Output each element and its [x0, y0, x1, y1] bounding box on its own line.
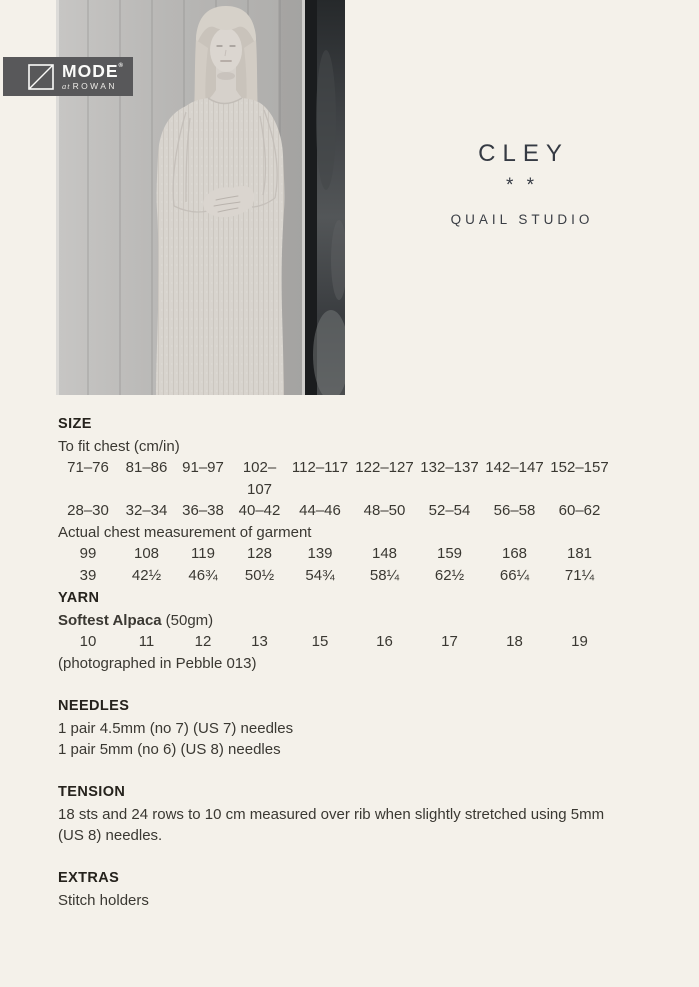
table-cell: 39 [79, 566, 97, 584]
tension-heading: TENSION [58, 784, 126, 800]
size-heading: SIZE [58, 416, 92, 432]
needles-line: 1 pair 4.5mm (no 7) (US 7) needles [58, 719, 294, 737]
table-cell: 18 [506, 633, 523, 650]
table-cell: 42½ [131, 566, 162, 584]
mode-logo-icon [28, 64, 54, 90]
extras-heading: EXTRAS [58, 870, 120, 886]
registered-mark: ® [118, 62, 123, 69]
table-cell: 36–38 [182, 502, 224, 519]
yarn-name-line [58, 610, 646, 632]
actual-chest-cm-row [58, 543, 612, 565]
pattern-header [398, 141, 642, 229]
table-cell: 108 [133, 545, 160, 562]
table-cell: 44–46 [299, 502, 341, 519]
table-cell: 60–62 [558, 502, 601, 519]
mode-logo-text [62, 60, 123, 91]
fit-chest-cm-row [58, 457, 612, 500]
table-cell: 181 [566, 545, 593, 562]
yarn-section [58, 588, 646, 674]
table-cell: 17 [441, 633, 458, 650]
table-cell: 62½ [434, 566, 465, 584]
table-cell: 128 [246, 545, 273, 562]
yarn-quantities-row [58, 631, 612, 653]
table-cell: 81–86 [125, 459, 168, 476]
needles-heading: NEEDLES [58, 698, 130, 714]
fit-chest-label: To fit chest (cm/in) [58, 437, 180, 455]
yarn-heading: YARN [58, 590, 100, 606]
table-cell: 46¾ [188, 566, 218, 584]
actual-chest-label: Actual chest measurement of garment [58, 523, 312, 541]
designer-name: QUAIL STUDIO [450, 212, 594, 227]
table-cell: 148 [371, 545, 398, 562]
table-cell: 91–97 [182, 459, 224, 476]
table-cell: 10 [79, 633, 97, 650]
table-cell: 142–147 [485, 459, 544, 476]
table-cell: 159 [436, 545, 463, 562]
mode-rowan-logo [3, 57, 133, 96]
pattern-title: CLEY [478, 140, 569, 167]
yarn-name: Softest Alpaca [58, 611, 162, 629]
table-cell: 48–50 [363, 502, 406, 519]
tension-line: (US 8) needles. [58, 827, 163, 844]
extras-text: Stitch holders [58, 891, 149, 909]
table-cell: 58¼ [369, 566, 400, 584]
table-cell: 54¾ [305, 566, 335, 584]
table-cell: 40–42 [238, 502, 281, 519]
size-section [58, 414, 646, 586]
table-cell: 152–157 [550, 459, 609, 476]
needles-section [58, 696, 646, 761]
needles-line: 1 pair 5mm (no 6) (US 8) needles [58, 741, 281, 758]
fit-chest-in-row [58, 500, 612, 522]
brand-subtitle: at ROWAN [62, 81, 117, 91]
difficulty-stars: * * [505, 175, 535, 196]
table-cell: 66¼ [499, 566, 530, 584]
table-cell: 15 [311, 633, 329, 650]
tension-section [58, 782, 648, 847]
table-cell: 102–107 [242, 459, 277, 498]
table-cell: 122–127 [355, 459, 414, 476]
table-cell: 19 [571, 633, 588, 650]
tension-line: 18 sts and 24 rows to 10 cm measured over rib when slightly stretched using 5mm [58, 805, 605, 823]
table-cell: 139 [307, 545, 333, 562]
yarn-weight: (50gm) [165, 611, 214, 629]
table-cell: 99 [79, 545, 97, 562]
brand-name: MODE® [62, 60, 123, 81]
table-cell: 28–30 [67, 502, 109, 519]
table-cell: 52–54 [428, 502, 471, 519]
table-cell: 16 [376, 633, 393, 650]
table-cell: 56–58 [493, 502, 536, 519]
table-cell: 168 [501, 545, 528, 562]
table-cell: 32–34 [125, 502, 168, 519]
yarn-note: (photographed in Pebble 013) [58, 654, 257, 672]
table-cell: 13 [251, 633, 268, 650]
table-cell: 112–117 [291, 459, 349, 476]
table-cell: 50½ [244, 566, 275, 584]
actual-chest-in-row [58, 565, 612, 587]
table-cell: 132–137 [420, 459, 479, 476]
table-cell: 71¼ [564, 566, 595, 584]
table-cell: 11 [138, 633, 155, 650]
table-cell: 119 [191, 545, 215, 562]
extras-section [58, 868, 646, 911]
table-cell: 12 [194, 633, 212, 650]
table-cell: 71–76 [67, 459, 109, 476]
